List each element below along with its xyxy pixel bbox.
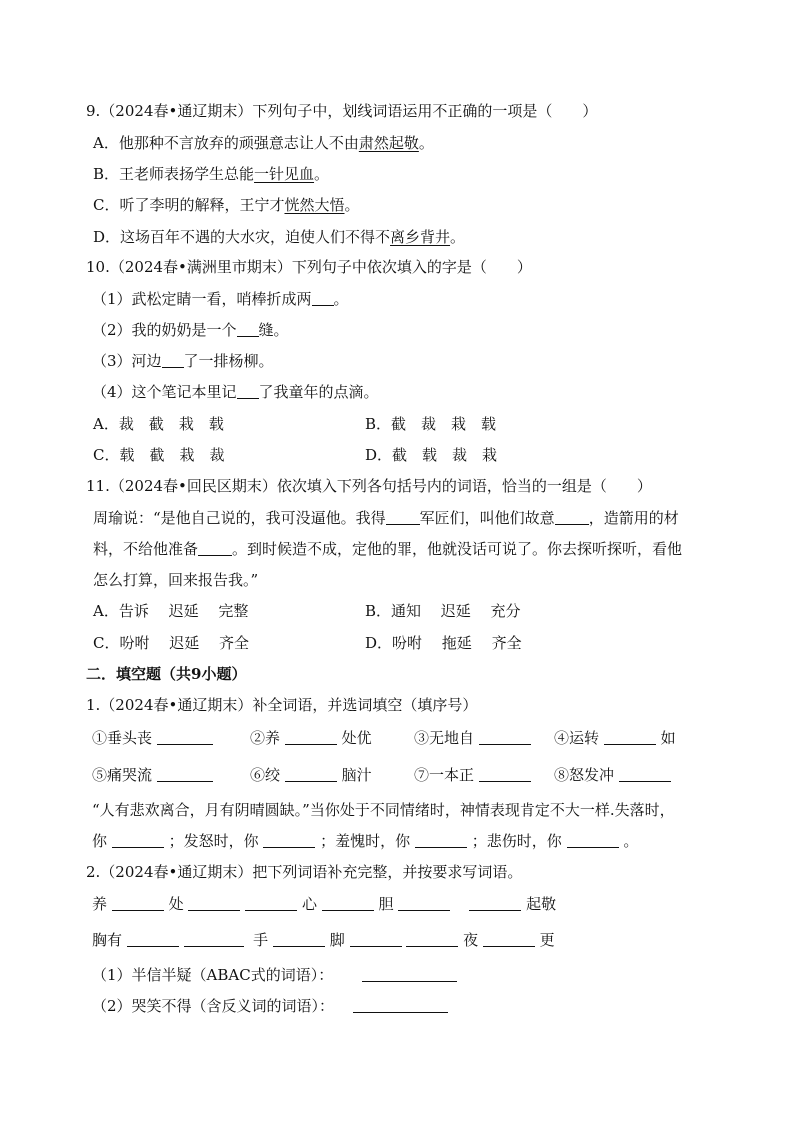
- answer-blank[interactable]: [237, 321, 259, 337]
- answer-blank[interactable]: [112, 895, 164, 911]
- answer-blank[interactable]: [386, 509, 420, 525]
- f2-sub-1: （1）半信半疑（ABAC式的词语）：: [92, 965, 457, 985]
- answer-blank[interactable]: [237, 383, 259, 399]
- answer-blank[interactable]: [604, 729, 656, 745]
- answer-blank[interactable]: [567, 832, 619, 848]
- answer-blank[interactable]: [469, 895, 521, 911]
- q10-stem: 10.（2024春•满洲里市期末）下列句子中依次填入的字是（ ）: [86, 258, 532, 276]
- q11-stem: 11.（2024春•回民区期末）依次填入下列各句括号内的词语，恰当的一组是（ ）: [86, 477, 652, 495]
- answer-blank[interactable]: [483, 931, 535, 947]
- q11-option-a: A．告诉 迟延 完整: [93, 602, 249, 620]
- answer-blank[interactable]: [398, 895, 450, 911]
- f1-question-line-2: 你 ；发怒时，你 ；羞愧时，你 ；悲伤时，你 。: [92, 832, 639, 850]
- answer-blank[interactable]: [353, 997, 448, 1013]
- answer-blank[interactable]: [273, 931, 325, 947]
- answer-blank[interactable]: [322, 895, 374, 911]
- f1-word-8: ⑧怒发冲: [554, 765, 671, 785]
- answer-blank[interactable]: [479, 766, 531, 782]
- q11-option-b: B．通知 迟延 充分: [365, 602, 521, 620]
- q9-option-a: A．他那种不言放弃的顽强意志让人不由肃然起敬。: [93, 134, 434, 152]
- answer-blank[interactable]: [162, 352, 184, 368]
- f1-word-4: ④运转 如: [554, 729, 676, 747]
- answer-blank[interactable]: [285, 729, 337, 745]
- answer-blank[interactable]: [263, 832, 315, 848]
- f2-row-1: 养 处 心 胆 起敬: [92, 895, 557, 913]
- f1-word-6: ⑥绞 脑汁: [250, 766, 372, 784]
- answer-blank[interactable]: [479, 729, 531, 745]
- q10-option-b: B．截 裁 栽 载: [365, 415, 497, 433]
- answer-blank[interactable]: [198, 540, 232, 556]
- q11-option-c: C．吩咐 迟延 齐全: [93, 634, 250, 652]
- answer-blank[interactable]: [188, 895, 240, 911]
- q11-passage-line-3: 怎么打算，回来报告我。”: [93, 571, 259, 589]
- answer-blank[interactable]: [362, 966, 457, 982]
- answer-blank[interactable]: [127, 931, 179, 947]
- f1-word-5: ⑤痛哭流: [92, 765, 213, 785]
- f2-row-2: 胸有 手 脚 夜 更: [92, 931, 555, 949]
- f1-word-3: ③无地自: [414, 728, 531, 748]
- f2-stem: 2.（2024春•通辽期末）把下列词语补充完整，并按要求写词语。: [86, 863, 523, 881]
- q10-sentence-2: （2）我的奶奶是一个 缝。: [92, 321, 289, 339]
- q10-option-c: C．载 截 栽 裁: [93, 446, 225, 464]
- q11-passage-line-1: 周瑜说：“是他自己说的，我可没逼他。我得 军匠们，叫他们故意 ，造箭用的材: [93, 509, 679, 527]
- f1-word-7: ⑦一本正: [414, 765, 531, 785]
- q9-option-d: D．这场百年不遇的大水灾，迫使人们不得不离乡背井。: [93, 228, 466, 246]
- q10-sentence-4: （4）这个笔记本里记 了我童年的点滴。: [92, 383, 379, 401]
- q9-option-c: C．听了李明的解释，王宁才恍然大悟。: [93, 196, 360, 214]
- q10-sentence-1: （1）武松定睛一看，哨棒折成两 。: [92, 290, 349, 308]
- answer-blank[interactable]: [312, 290, 334, 306]
- f1-question-line-1: “人有悲欢离合，月有阴晴圆缺。”当你处于不同情绪时，神情表现肯定不大一样.失落时，: [92, 801, 675, 819]
- answer-blank[interactable]: [157, 766, 213, 782]
- answer-blank[interactable]: [157, 729, 213, 745]
- q9-option-b: B．王老师表扬学生总能一针见血。: [93, 165, 330, 183]
- answer-blank[interactable]: [245, 895, 297, 911]
- section-title: 二．填空题（共9小题）: [86, 665, 247, 683]
- f1-word-1: ①垂头丧: [92, 728, 213, 748]
- answer-blank[interactable]: [555, 509, 589, 525]
- q10-option-a: A．裁 截 栽 载: [93, 415, 224, 433]
- f1-stem: 1.（2024春•通辽期末）补全词语，并选词填空（填序号）: [86, 696, 478, 714]
- answer-blank[interactable]: [619, 766, 671, 782]
- f2-sub-2: （2）哭笑不得（含反义词的词语）：: [92, 996, 448, 1016]
- q10-sentence-3: （3）河边 了一排杨柳。: [92, 352, 274, 370]
- q11-passage-line-2: 料，不给他准备 。到时候造不成，定他的罪，他就没话可说了。你去探听探听，看他: [93, 540, 683, 558]
- q10-option-d: D．截 载 裁 栽: [365, 446, 498, 464]
- q9-stem: 9.（2024春•通辽期末）下列句子中，划线词语运用不正确的一项是（ ）: [86, 102, 598, 120]
- f1-word-2: ②养 处优: [250, 729, 372, 747]
- answer-blank[interactable]: [350, 931, 402, 947]
- answer-blank[interactable]: [406, 931, 458, 947]
- answer-blank[interactable]: [184, 931, 244, 947]
- answer-blank[interactable]: [415, 832, 467, 848]
- answer-blank[interactable]: [112, 832, 164, 848]
- q11-option-d: D．吩咐 拖延 齐全: [365, 634, 522, 652]
- answer-blank[interactable]: [285, 766, 337, 782]
